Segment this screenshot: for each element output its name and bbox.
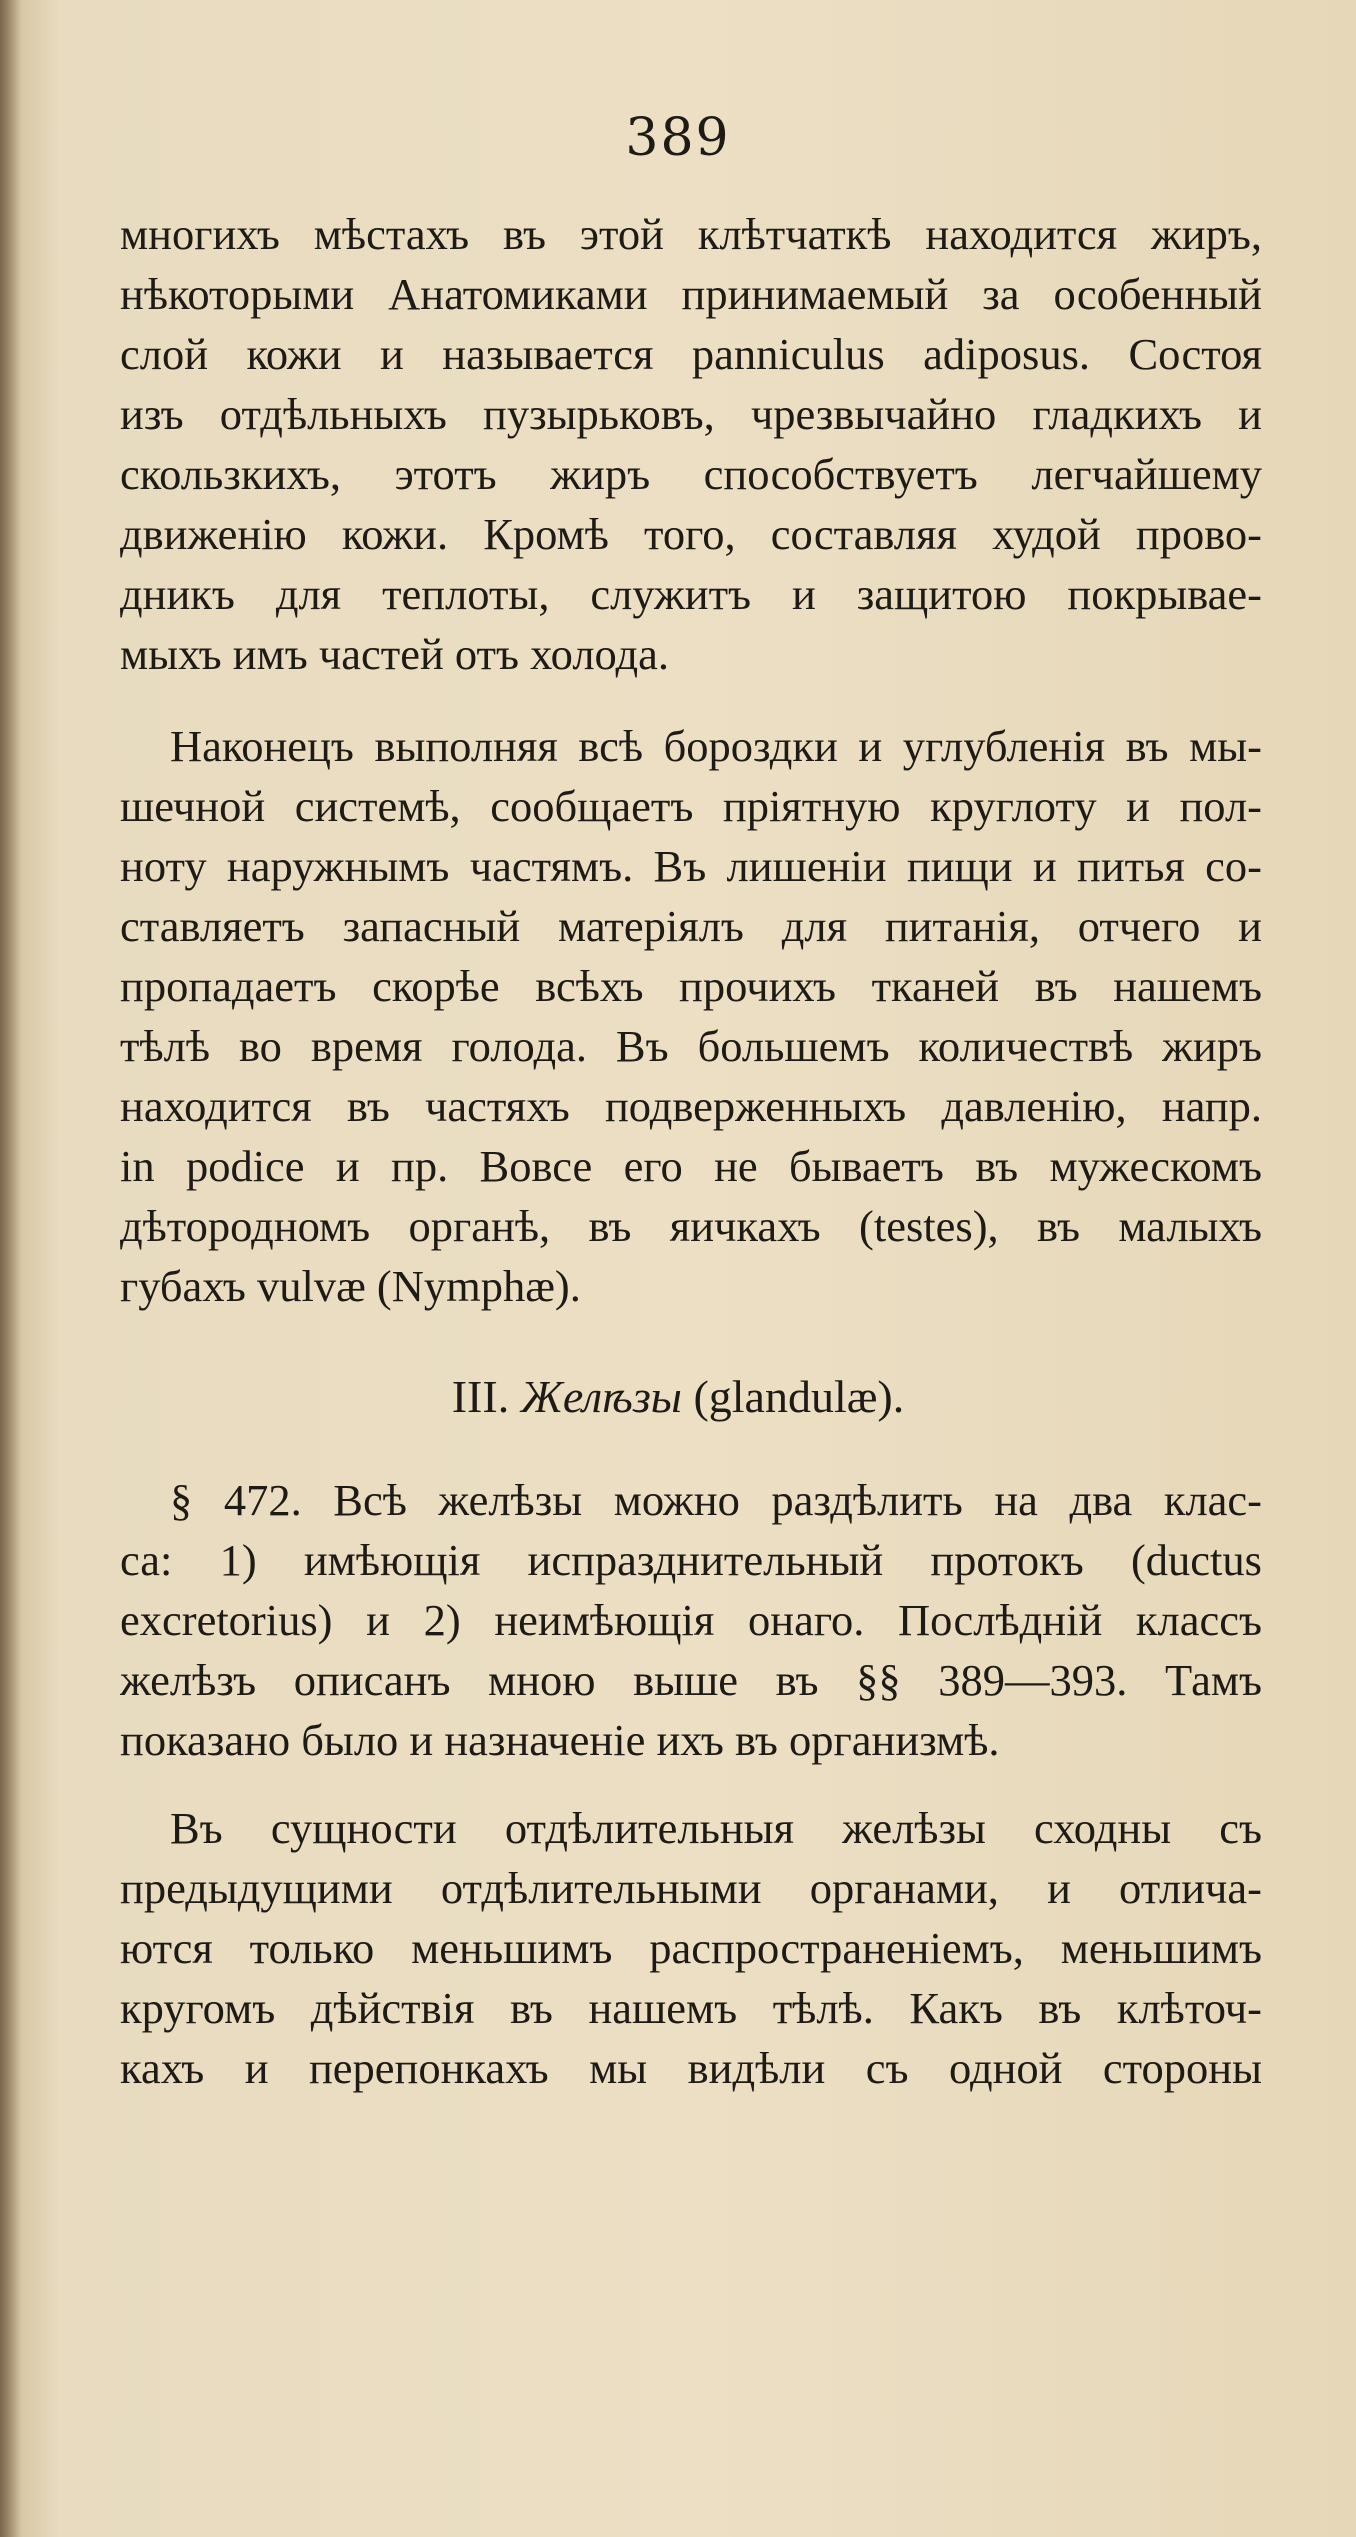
text-line: мыхъ имъ частей отъ холода. <box>120 629 670 679</box>
text-line: показано было и назначеніе ихъ въ организмѣ. <box>120 1715 1000 1765</box>
page-number: 389 <box>625 108 731 168</box>
text-line: изъ отдѣльныхъ пузырьковъ, чрезвычайно гладкихъ и <box>120 389 1262 439</box>
text-line: ставляетъ запасный матеріялъ для питанія, отчего и <box>120 901 1262 951</box>
text-line: тѣлѣ во время голода. Въ большемъ количествѣ жиръ <box>120 1021 1262 1071</box>
section-title: Желѣзы <box>520 1371 682 1422</box>
text-line: excretorius) и 2) неимѣющія онаго. Послѣдній классъ <box>120 1595 1262 1645</box>
section-latin-title: (glandulæ). <box>693 1371 905 1422</box>
text-line: дникъ для теплоты, служитъ и защитою покрывае- <box>120 569 1262 619</box>
text-line: слой кожи и называется panniculus adiposus. Состоя <box>120 329 1262 379</box>
text-line: пропадаетъ скорѣе всѣхъ прочихъ тканей въ нашемъ <box>120 961 1262 1011</box>
text-line: in podice и пр. Вовсе его не бываетъ въ мужескомъ <box>120 1141 1262 1191</box>
text-line: са: 1) имѣющія испразднительный протокъ (ductus <box>120 1535 1262 1585</box>
text-line: желѣзъ описанъ мною выше въ §§ 389—393. Тамъ <box>120 1655 1262 1705</box>
text-line: предыдущими отдѣлительными органами, и отлича- <box>120 1863 1262 1913</box>
paragraph-3 <box>120 1470 1262 1770</box>
text-line: губахъ vulvæ (Nymphæ). <box>120 1261 581 1311</box>
section-numeral: III. <box>451 1371 510 1422</box>
section-heading <box>0 1370 1356 1423</box>
text-line: шечной системѣ, сообщаетъ пріятную круглоту и пол- <box>120 781 1262 831</box>
text-line: дѣтородномъ органѣ, въ яичкахъ (testes), въ малыхъ <box>120 1201 1262 1251</box>
paragraph-1 <box>120 204 1262 684</box>
text-line: Наконецъ выполняя всѣ бороздки и углубленія въ мы- <box>170 721 1262 771</box>
text-line: многихъ мѣстахъ въ этой клѣтчаткѣ находится жиръ, <box>120 209 1262 259</box>
text-line: кахъ и перепонкахъ мы видѣли съ одной стороны <box>120 2043 1262 2093</box>
paragraph-2 <box>120 716 1262 1316</box>
text-line: Въ сущности отдѣлительныя желѣзы сходны съ <box>170 1803 1262 1853</box>
text-line: скользкихъ, этотъ жиръ способствуетъ легчайшему <box>120 449 1262 499</box>
text-line: движенію кожи. Кромѣ того, составляя худой прово- <box>120 509 1262 559</box>
text-line: кругомъ дѣйствія въ нашемъ тѣлѣ. Какъ въ клѣточ- <box>120 1983 1262 2033</box>
text-line: ноту наружнымъ частямъ. Въ лишеніи пищи и питья со- <box>120 841 1262 891</box>
gutter-shadow <box>0 0 22 2537</box>
text-line: ются только меньшимъ распространеніемъ, меньшимъ <box>120 1923 1262 1973</box>
text-line: § 472. Всѣ желѣзы можно раздѣлить на два клас- <box>170 1475 1262 1525</box>
text-line: находится въ частяхъ подверженныхъ давленію, напр. <box>120 1081 1262 1131</box>
paragraph-4 <box>120 1798 1262 2098</box>
text-line: нѣкоторыми Анатомиками принимаемый за особенный <box>120 269 1262 319</box>
